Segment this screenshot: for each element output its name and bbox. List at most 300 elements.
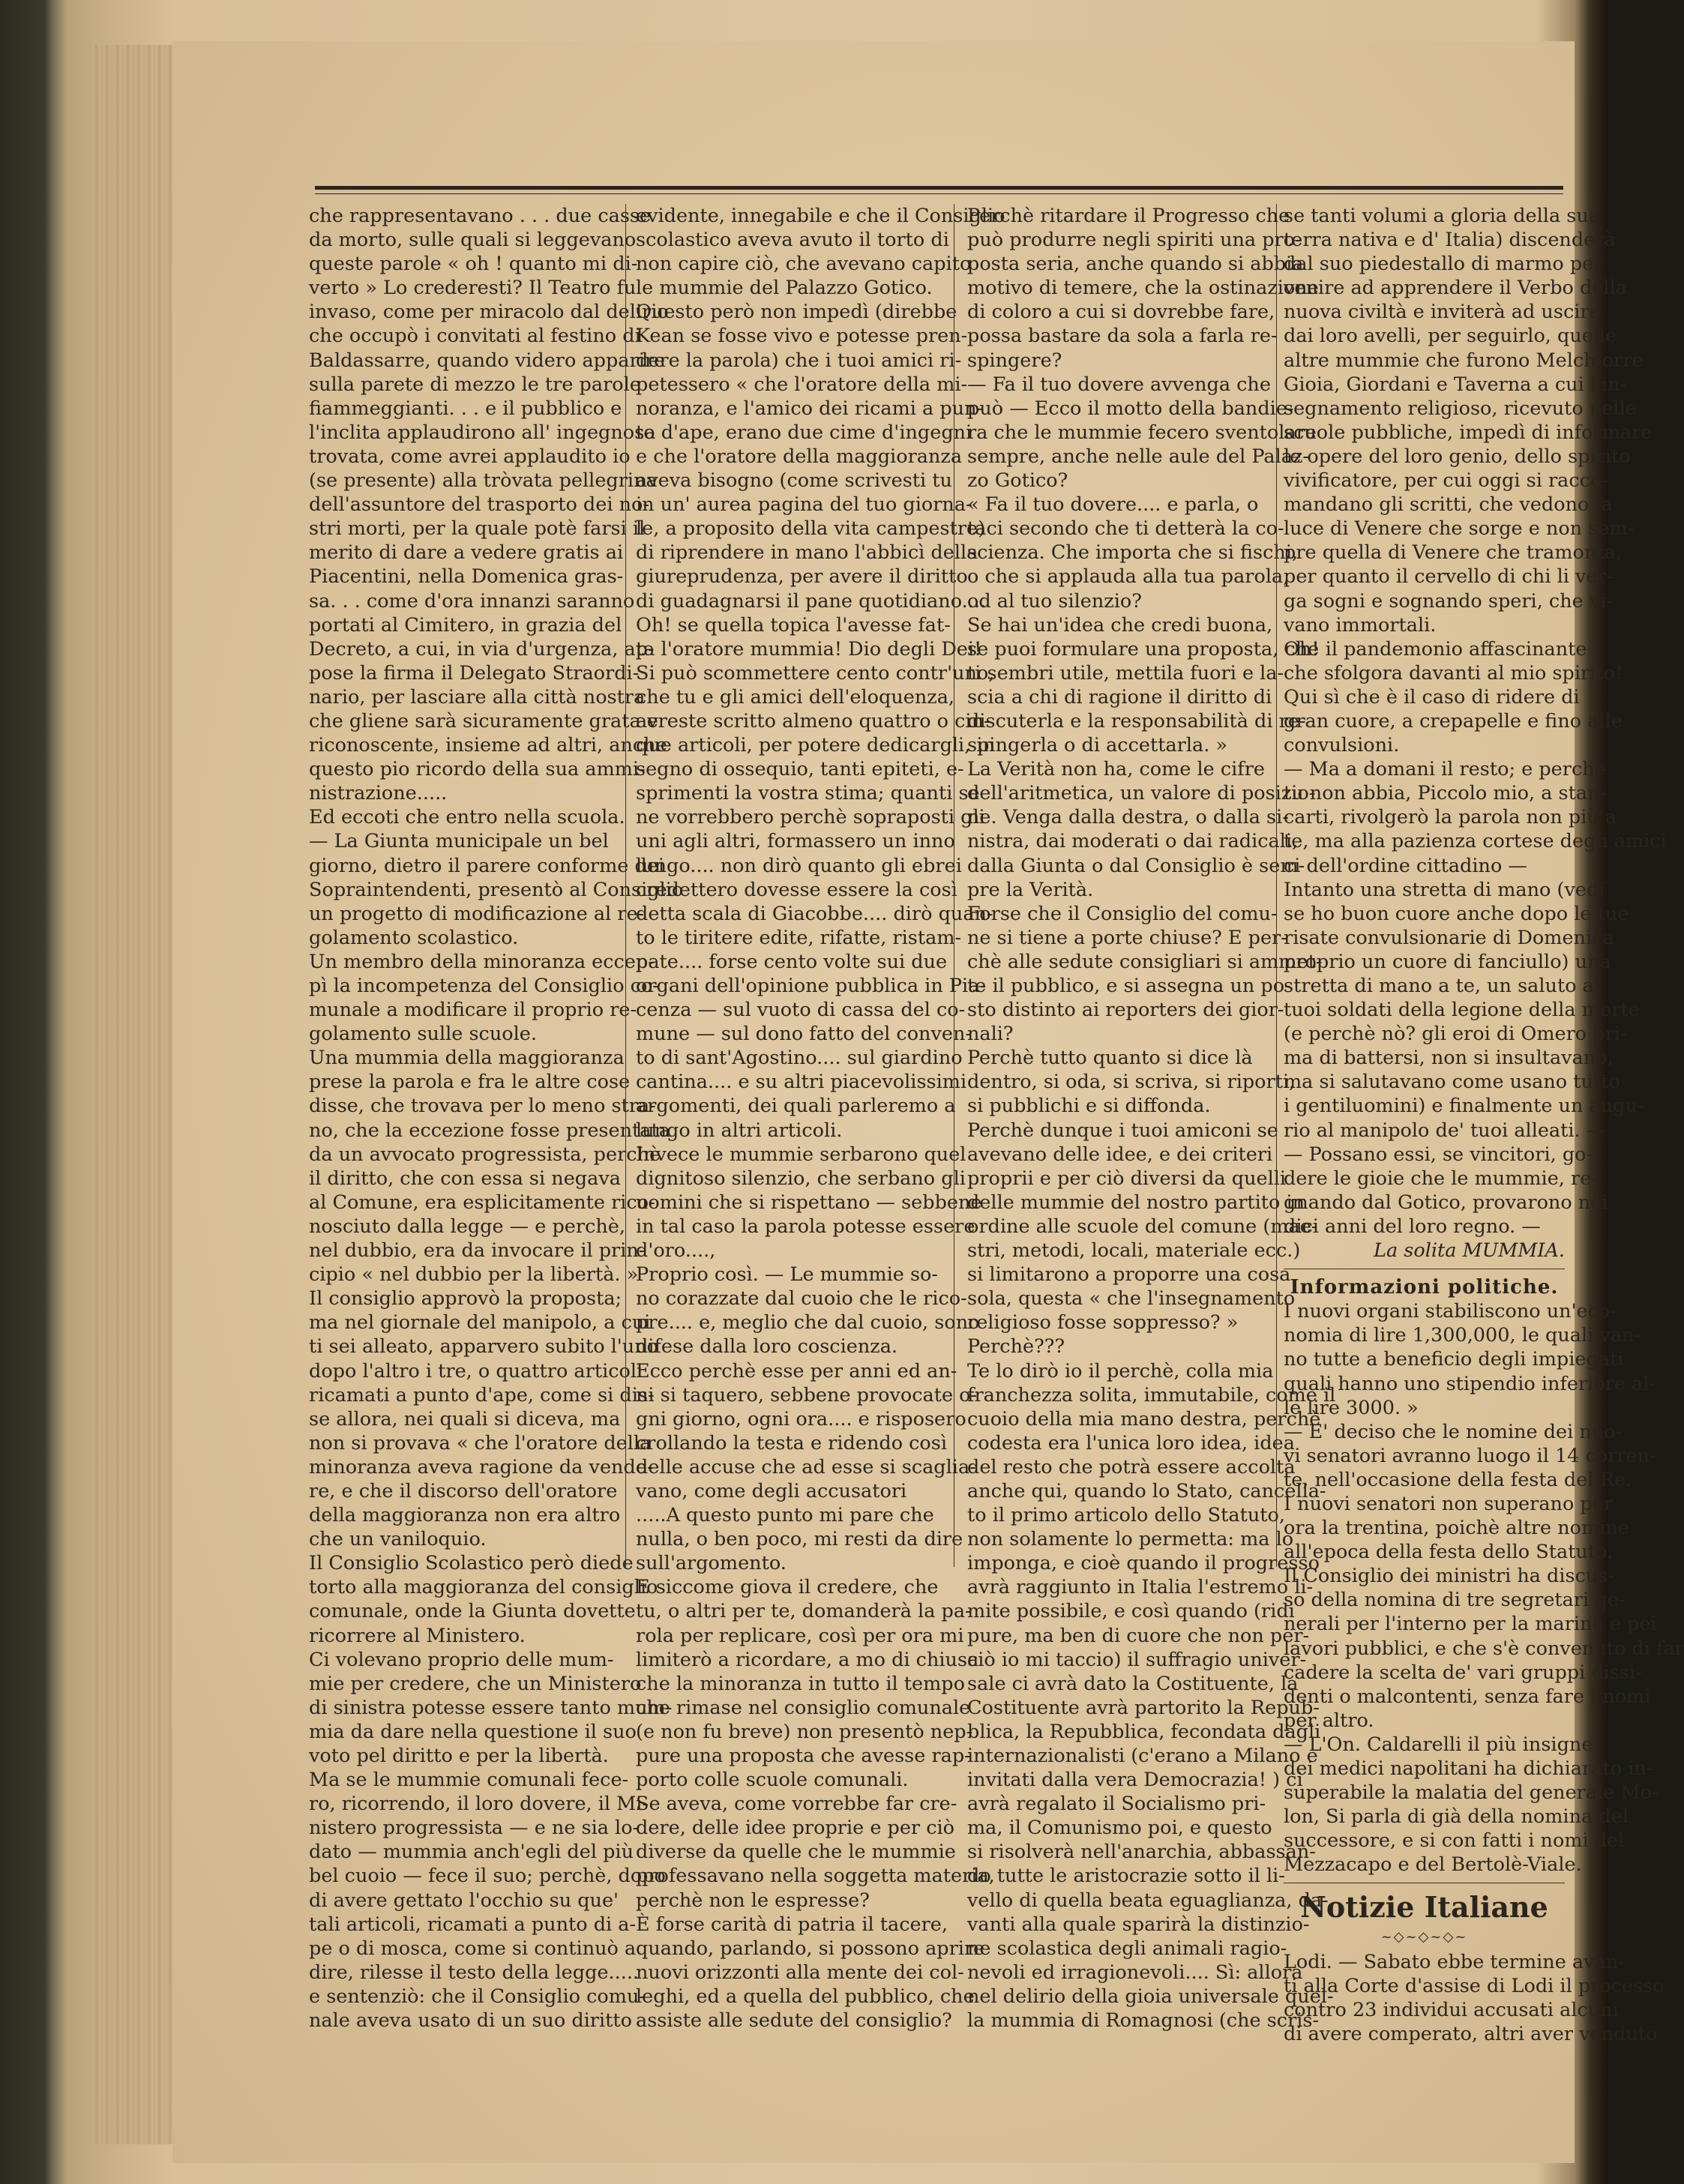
text-line: imponga, e cioè quando il progresso bbox=[967, 1552, 1320, 1575]
text-line: le opere del loro genio, dello spirito bbox=[1284, 445, 1631, 468]
text-line: crollando la testa e ridendo così bbox=[636, 1431, 948, 1455]
text-line: nistero progressista — e ne sia lo- bbox=[309, 1817, 640, 1840]
text-line: spingere? bbox=[967, 349, 1062, 372]
text-line: pre la Verità. bbox=[967, 878, 1094, 901]
text-line: Il Consiglio dei ministri ha discus- bbox=[1284, 1565, 1615, 1588]
text-line: ci dell'ordine cittadino — bbox=[1284, 854, 1527, 877]
text-line: pure, ma ben di cuore che non per- bbox=[967, 1624, 1310, 1647]
text-line: cadere la scelta de' vari gruppi dissi- bbox=[1284, 1661, 1642, 1684]
text-line: da un avvocato progressista, perchè bbox=[309, 1143, 661, 1166]
text-line: vi senatori avranno luogo il 14 corren- bbox=[1284, 1444, 1656, 1467]
text-line: evidente, innegabile e che il Consiglio bbox=[636, 205, 1005, 227]
text-line: — L'On. Caldarelli il più insigne bbox=[1284, 1733, 1593, 1756]
text-line: ni si taquero, sebbene provocate o- bbox=[636, 1383, 978, 1407]
text-line: si limitarono a proporre una cosa bbox=[967, 1263, 1291, 1287]
text-line: quali hanno uno stipendio inferiore al- bbox=[1284, 1372, 1656, 1395]
text-line: te, ma alla pazienza cortese degli amici bbox=[1284, 830, 1667, 853]
text-line: ti sembri utile, mettila fuori e la- bbox=[967, 661, 1284, 685]
text-line: segnamento religioso, ricevuto nelle bbox=[1284, 397, 1637, 420]
text-line: Perchè dunque i tuoi amiconi se bbox=[967, 1119, 1278, 1142]
text-line: della maggioranza non era altro bbox=[309, 1504, 621, 1527]
text-line: Ci volevano proprio delle mum- bbox=[309, 1648, 614, 1671]
text-line: ne si tiene a porte chiuse? E per- bbox=[967, 926, 1287, 949]
text-line: E siccome giova il credere, che bbox=[636, 1576, 939, 1599]
text-line: I nuovi senatori non superano per bbox=[1284, 1492, 1614, 1515]
text-line: sto distinto ai reporters dei gior- bbox=[967, 999, 1284, 1022]
text-line: voto pel diritto e per la libertà. bbox=[309, 1745, 609, 1767]
text-line: che occupò i convitati al festino di bbox=[309, 325, 641, 348]
text-line: — Ma a domani il resto; e perchè bbox=[1284, 758, 1606, 781]
text-line: non solamente lo permetta: ma lo bbox=[967, 1528, 1294, 1551]
text-line: merito di dare a vedere gratis ai bbox=[309, 541, 624, 565]
text-line: sempre, anche nelle aule del Palaz- bbox=[967, 445, 1309, 468]
text-line: to le tiritere edite, rifatte, ristam- bbox=[636, 926, 962, 949]
text-line: torto alla maggioranza del consiglio bbox=[309, 1576, 658, 1599]
column-4-article bbox=[1284, 204, 1667, 1239]
text-line: Questo però non impedì (direbbe bbox=[636, 301, 957, 324]
text-line: sprimenti la vostra stima; quanti se bbox=[636, 782, 980, 805]
text-line: sull'argomento. bbox=[636, 1552, 787, 1575]
text-line: avreste scritto almeno quattro o cin- bbox=[636, 709, 990, 732]
text-line: to di sant'Agostino.... sul giardino bbox=[636, 1047, 963, 1070]
text-line: d'oro...., bbox=[636, 1239, 716, 1263]
text-line: cenza — sul vuoto di cassa del co- bbox=[636, 999, 966, 1022]
text-line: professavano nella soggetta materia, bbox=[636, 1865, 995, 1888]
text-line: Decreto, a cui, in via d'urgenza, ap- bbox=[309, 637, 655, 661]
text-line: denti o malcontenti, senza fare i nomi bbox=[1284, 1685, 1651, 1708]
text-line: stri morti, per la quale potè farsi il bbox=[309, 517, 646, 541]
text-line: del resto che potrà essere accolta bbox=[967, 1455, 1296, 1478]
text-line: religioso fosse soppresso? » bbox=[967, 1311, 1239, 1335]
text-line: anche qui, quando lo Stato, cancella- bbox=[967, 1479, 1326, 1502]
text-line: discuterla e la responsabilità di re- bbox=[967, 709, 1306, 732]
text-line: no, che la eccezione fosse presentata bbox=[309, 1119, 670, 1142]
text-line: nosciuto dalla legge — e perchè, bbox=[309, 1215, 625, 1238]
text-line: nistra, dai moderati o dai radicali, bbox=[967, 830, 1299, 853]
text-line: Una mummia della maggioranza bbox=[309, 1047, 625, 1070]
text-line: la mummia di Romagnosi (che scris- bbox=[967, 2009, 1320, 2033]
text-line: ne. Venga dalla destra, o dalla si- bbox=[967, 806, 1289, 829]
text-line: prese la parola e fra le altre cose bbox=[309, 1071, 631, 1094]
text-line: dignitoso silenzio, che serbano gli bbox=[636, 1167, 966, 1190]
text-line: non si provava « che l'oratore della bbox=[309, 1431, 652, 1455]
text-line: e sentenziò: che il Consiglio comu- bbox=[309, 1985, 646, 2008]
heading-ornament: ~◇~◇~◇~ bbox=[1380, 1929, 1468, 1946]
text-line: motivo di temere, che la ostinazione bbox=[967, 277, 1319, 300]
text-line: Oh! il pandemonio affascinante bbox=[1284, 637, 1587, 661]
text-line: se puoi formulare una proposta, che bbox=[967, 637, 1320, 661]
text-line: .....A questo punto mi pare che bbox=[636, 1504, 934, 1527]
text-line: nerali per l'interno per la marina e pei bbox=[1284, 1613, 1657, 1636]
text-line: di avere comperato, altri aver venduto bbox=[1284, 2022, 1658, 2045]
text-line: scuole pubbliche, impedì di informare bbox=[1284, 421, 1653, 444]
text-line: organi dell'opinione pubblica in Pia- bbox=[636, 975, 986, 997]
text-line: que articoli, per potere dedicargli, in bbox=[636, 734, 995, 757]
text-line: nevoli ed irragionevoli.... Sì: allora bbox=[967, 1961, 1303, 1984]
text-line: pre quella di Venere che tramonta, bbox=[1284, 541, 1622, 565]
text-line: — Fa il tuo dovere avvenga che bbox=[967, 373, 1271, 396]
column-2 bbox=[636, 204, 1005, 2033]
text-line: sulla parete di mezzo le tre parole bbox=[309, 373, 641, 396]
text-line: possa bastare da sola a farla re- bbox=[967, 325, 1278, 348]
text-line: dai loro avelli, per seguirlo, quelle bbox=[1284, 325, 1617, 348]
text-line: ti sei alleato, apparvero subito l'uno bbox=[309, 1335, 659, 1359]
text-line: te il pubblico, e si assegna un po- bbox=[967, 975, 1291, 997]
text-line: so della nomina di tre segretari ge- bbox=[1284, 1589, 1626, 1612]
text-line: di coloro a cui si dovrebbe fare, bbox=[967, 301, 1275, 324]
text-line: ricamati a punto d'ape, come si dis- bbox=[309, 1383, 655, 1407]
text-line: golamento scolastico. bbox=[309, 926, 519, 949]
text-line: invaso, come per miracolo dal delirio bbox=[309, 301, 669, 324]
text-line: che sfolgora davanti al mio spirito! bbox=[1284, 661, 1623, 685]
text-line: no tutte a beneficio degli impiegati bbox=[1284, 1348, 1624, 1371]
text-line: Forse che il Consiglio del comu- bbox=[967, 902, 1278, 925]
text-line: Ed eccoti che entro nella scuola. bbox=[309, 806, 625, 829]
text-line: proprii e per ciò diversi da quelli bbox=[967, 1167, 1287, 1190]
text-line: verto » Lo crederesti? Il Teatro fu bbox=[309, 277, 637, 300]
text-line: Se hai un'idea che credi buona, bbox=[967, 613, 1273, 637]
text-line: La Verità non ha, come le cifre bbox=[967, 758, 1265, 781]
text-line: di sinistra potesse essere tanto mum- bbox=[309, 1696, 673, 1719]
text-line: invitati dalla vera Democrazia! ) ci bbox=[967, 1769, 1303, 1792]
page-edges bbox=[90, 45, 172, 2144]
text-line: si pubblichi e si diffonda. bbox=[967, 1095, 1211, 1118]
text-line: o che si applauda alla tua parola, bbox=[967, 565, 1290, 589]
text-line: queste parole « oh ! quanto mi di- bbox=[309, 253, 638, 276]
text-line: terra nativa e d' Italia) discenderà bbox=[1284, 229, 1616, 252]
text-line: che rappresentavano . . . due casse bbox=[309, 205, 652, 227]
text-line: blica, la Repubblica, fecondata dagli bbox=[967, 1720, 1321, 1743]
text-line: scolastico aveva avuto il torto di bbox=[636, 229, 949, 252]
column-rule-3 bbox=[1276, 204, 1277, 1567]
politics-heading: Informazioni politiche. bbox=[1290, 1276, 1559, 1299]
text-line: Perchè ritardare il Progresso che bbox=[967, 205, 1290, 227]
column-4 bbox=[1284, 204, 1684, 2046]
text-line: se allora, nei quali si diceva, ma bbox=[309, 1407, 621, 1431]
text-line: si risolverà nell'anarchia, abbassan- bbox=[967, 1841, 1316, 1864]
text-line: comunale, onde la Giunta dovette bbox=[309, 1600, 636, 1623]
text-line: risate convulsionarie di Domenica bbox=[1284, 926, 1614, 949]
text-line: petessero « che l'oratore della mi- bbox=[636, 373, 968, 396]
text-line: delle mummie del nostro partito in bbox=[967, 1191, 1305, 1214]
text-line: che gliene sarà sicuramente grata e bbox=[309, 709, 658, 732]
italiane-heading: Notizie Italiane bbox=[1300, 1890, 1548, 1925]
text-line: luce di Venere che sorge e non sem- bbox=[1284, 517, 1635, 541]
text-line: il diritto, che con essa si negava bbox=[309, 1167, 621, 1190]
text-line: limiterò a ricordare, a mo di chiusa bbox=[636, 1648, 979, 1671]
text-line: Si può scommettere cento contr'uno, bbox=[636, 661, 995, 685]
text-line: pre.... e, meglio che dal cuoio, sono bbox=[636, 1311, 980, 1335]
text-line: rio al manipolo de' tuoi alleati. — bbox=[1284, 1119, 1606, 1142]
text-line: spingerla o di accettarla. » bbox=[967, 734, 1228, 757]
text-line: cuoio della mia mano destra, perchè bbox=[967, 1407, 1321, 1431]
text-line: di riprendere in mano l'abbicì della bbox=[636, 541, 978, 565]
text-line: Sopraintendenti, presentò al Consiglio bbox=[309, 878, 684, 901]
text-line: al Comune, era esplicitamente rico- bbox=[309, 1191, 655, 1214]
text-line: vano immortali. bbox=[1284, 613, 1437, 637]
text-line: e che l'oratore della maggioranza bbox=[636, 445, 963, 468]
text-line: nuova civiltà e inviterà ad uscire bbox=[1284, 301, 1601, 324]
text-line: questo pio ricordo della sua ammi- bbox=[309, 758, 646, 781]
text-line: cantina.... e su altri piacevolissimi bbox=[636, 1071, 967, 1094]
text-line: — E' deciso che le nomine dei nuo- bbox=[1284, 1420, 1623, 1443]
text-line: dere le gioie che le mummie, re- bbox=[1284, 1167, 1598, 1190]
text-line: difese dalla loro coscienza. bbox=[636, 1335, 898, 1359]
text-line: tu, o altri per te, domanderà la pa- bbox=[636, 1600, 972, 1623]
text-line: Il consiglio approvò la proposta; bbox=[309, 1287, 622, 1311]
text-line: uni agli altri, formassero un inno bbox=[636, 830, 955, 853]
text-line: ora la trentina, poichè altre nomine bbox=[1284, 1517, 1629, 1540]
text-line: dire, rilesse il testo della legge..... bbox=[309, 1961, 640, 1984]
text-line: chè alle sedute consigliari si ammet- bbox=[967, 950, 1323, 973]
text-line: nuovi orizzonti alla mente dei col- bbox=[636, 1961, 964, 1984]
text-line: dal suo piedestallo di marmo per bbox=[1284, 253, 1603, 276]
text-line: Piacentini, nella Domenica gras- bbox=[309, 565, 624, 589]
signature: La solita MUMMIA. bbox=[1374, 1239, 1565, 1263]
text-line: che un vaniloquio. bbox=[309, 1528, 487, 1551]
text-line: minoranza aveva ragione da vende- bbox=[309, 1455, 654, 1478]
text-line: per altro. bbox=[1284, 1709, 1374, 1732]
text-line: stri, metodi, locali, materiale ecc.) bbox=[967, 1239, 1301, 1263]
text-line: assiste alle sedute del consiglio? bbox=[636, 2009, 952, 2033]
text-line: Qui sì che è il caso di ridere di bbox=[1284, 685, 1580, 709]
text-line: — Possano essi, se vincitori, go- bbox=[1284, 1143, 1593, 1166]
text-line: to il primo articolo dello Statuto, bbox=[967, 1504, 1285, 1527]
text-line: I nuovi organi stabiliscono un'eco- bbox=[1284, 1300, 1617, 1323]
text-line: gnando dal Gotico, provarono nei bbox=[1284, 1191, 1608, 1214]
text-line: tali articoli, ricamati a punto di a- bbox=[309, 1913, 637, 1936]
text-line: Un membro della minoranza eccep- bbox=[309, 950, 655, 973]
text-line: che tu e gli amici dell'eloquenza, bbox=[636, 685, 955, 709]
text-line: vivificatore, per cui oggi si racco- bbox=[1284, 469, 1608, 493]
text-line: uomini che si rispettano — sebbene bbox=[636, 1191, 982, 1214]
text-line: proprio un cuore di fanciullo) una bbox=[1284, 950, 1611, 973]
text-line: Ma se le mummie comunali fece- bbox=[309, 1769, 629, 1792]
text-line: Te lo dirò io il perchè, colla mia bbox=[967, 1359, 1274, 1383]
text-line: convulsioni. bbox=[1284, 734, 1400, 757]
text-line: le lire 3000. » bbox=[1284, 1396, 1419, 1419]
text-line: Lodi. — Sabato ebbe termine avan- bbox=[1284, 1950, 1625, 1973]
text-line: all'epoca della festa dello Statuto. bbox=[1284, 1541, 1614, 1564]
text-line: Kean se fosse vivo e potesse pren- bbox=[636, 325, 968, 348]
text-line: te, nell'occasione della festa del Re. bbox=[1284, 1468, 1632, 1491]
text-line: to d'ape, erano due cime d'ingegni bbox=[636, 421, 972, 444]
text-line: giureprudenza, per avere il diritto bbox=[636, 565, 968, 589]
text-line: un progetto di modificazione al re- bbox=[309, 902, 645, 925]
text-line: ricorrere al Ministero. bbox=[309, 1624, 526, 1647]
text-line: cipio « nel dubbio per la libertà. » bbox=[309, 1263, 639, 1287]
text-line: sale ci avrà dato la Costituente, la bbox=[967, 1672, 1299, 1695]
text-line: gran cuore, a crepapelle e fino alle bbox=[1284, 709, 1623, 732]
text-line: — La Giunta municipale un bel bbox=[309, 830, 609, 853]
text-line: contro 23 individui accusati alcuni bbox=[1284, 1998, 1619, 2021]
text-line: riconoscente, insieme ad altri, anche bbox=[309, 734, 667, 757]
text-line: se tanti volumi a gloria della sua bbox=[1284, 205, 1600, 227]
text-line: ra che le mummie fecero sventolare bbox=[967, 421, 1317, 444]
text-line: munale a modificare il proprio re- bbox=[309, 999, 637, 1022]
text-line: le, a proposito della vita campestre) bbox=[636, 517, 986, 541]
text-line: vello di quella beata eguaglianza, da- bbox=[967, 1889, 1329, 1912]
text-line: se ho buon cuore anche dopo le tue bbox=[1284, 902, 1629, 925]
text-line: che la minoranza in tutto il tempo bbox=[636, 1672, 965, 1695]
text-line: in tal caso la parola potesse essere bbox=[636, 1215, 975, 1238]
text-line: ne vorrebbero perchè sopraposti gli bbox=[636, 806, 985, 829]
text-line: Se aveva, come vorrebbe far cre- bbox=[636, 1793, 957, 1816]
text-line: Oh! se quella topica l'avesse fat- bbox=[636, 613, 951, 637]
text-line: dentro, si oda, si scriva, si riporti, bbox=[967, 1071, 1296, 1094]
text-line: dell'aritmetica, un valore di posizio- bbox=[967, 782, 1316, 805]
top-rule-thin bbox=[315, 193, 1563, 194]
text-line: È forse carità di patria il tacere, bbox=[636, 1913, 948, 1936]
text-line: pate.... forse cento volte sui due bbox=[636, 950, 948, 973]
text-line: dere, delle idee proprie e per ciò bbox=[636, 1817, 955, 1840]
text-line: pose la firma il Delegato Straordi- bbox=[309, 661, 640, 685]
text-line: ga sogni e sognando speri, che vi- bbox=[1284, 589, 1614, 613]
text-line: do tutte le aristocrazie sotto il li- bbox=[967, 1865, 1285, 1888]
text-line: lavori pubblici, e che s'è convenuto di far bbox=[1284, 1637, 1684, 1660]
politics-section bbox=[1284, 1299, 1684, 1877]
text-line: (e perchè nò? gli eroi di Omero pri- bbox=[1284, 1023, 1627, 1046]
text-line: non capire ciò, che avevano capito bbox=[636, 253, 972, 276]
text-line: Perchè tutto quanto si dice là bbox=[967, 1047, 1253, 1070]
text-line: ordine alle scuole del comune (mae- bbox=[967, 1215, 1318, 1238]
text-line: dell'assuntore del trasporto dei no- bbox=[309, 493, 649, 517]
text-line: nario, per lasciare alla città nostra bbox=[309, 685, 646, 709]
text-line: carti, rivolgerò la parola non più a bbox=[1284, 806, 1617, 829]
text-line: dato — mummia anch'egli del più bbox=[309, 1841, 634, 1864]
text-line: ro, ricorrendo, il loro dovere, il Mi- bbox=[309, 1793, 649, 1816]
text-line: Intanto una stretta di mano (vedi bbox=[1284, 878, 1605, 901]
text-line: disse, che trovava per lo meno stra- bbox=[309, 1095, 656, 1118]
text-line: avrà regalato il Socialismo pri- bbox=[967, 1793, 1266, 1816]
text-line: ta l'oratore mummia! Dio degli Dei! bbox=[636, 637, 982, 661]
text-line: Invece le mummie serbarono quel bbox=[636, 1143, 966, 1166]
text-line: di avere gettato l'occhio su que' bbox=[309, 1889, 619, 1912]
text-line: vano, come degli accusatori bbox=[636, 1479, 907, 1502]
text-line: le mummie del Palazzo Gotico. bbox=[636, 277, 933, 300]
text-line: mite possibile, e così quando (ridi bbox=[967, 1600, 1295, 1623]
text-line: ma, il Comunismo poi, e questo bbox=[967, 1817, 1272, 1840]
text-line: ma si salutavano come usano tutto bbox=[1284, 1071, 1620, 1094]
text-line: mandano gli scritti, che vedono la bbox=[1284, 493, 1613, 517]
text-line: tuoi soldati della legione della morte bbox=[1284, 999, 1640, 1022]
text-line: lon, Si parla di già della nomina del bbox=[1284, 1805, 1629, 1829]
text-line: sola, questa « che l'insegnamento bbox=[967, 1287, 1296, 1311]
text-line: codesta era l'unica loro idea, idea bbox=[967, 1431, 1295, 1455]
text-line: (e non fu breve) non presentò nep- bbox=[636, 1720, 973, 1743]
text-line: nale aveva usato di un suo diritto bbox=[309, 2009, 632, 2033]
text-line: Gioia, Giordani e Taverna a cui l'in- bbox=[1284, 373, 1627, 396]
text-line: lungo.... non dirò quanto gli ebrei bbox=[636, 854, 962, 877]
text-line: in un' aurea pagina del tuo giorna- bbox=[636, 493, 972, 517]
text-line: Il Consiglio Scolastico però diede bbox=[309, 1552, 634, 1575]
text-line: diverse da quelle che le mummie bbox=[636, 1841, 956, 1864]
text-line: posta seria, anche quando si abbia bbox=[967, 253, 1304, 276]
text-line: altre mummie che furono Melchiorre bbox=[1284, 349, 1644, 372]
text-line: ma di battersi, non si insultavano, bbox=[1284, 1047, 1614, 1070]
text-line: credettero dovesse essere la così bbox=[636, 878, 957, 901]
text-line: dici anni del loro regno. — bbox=[1284, 1215, 1541, 1238]
text-line: perchè non le espresse? bbox=[636, 1889, 870, 1912]
text-line: può produrre negli spiriti una pro- bbox=[967, 229, 1302, 252]
text-line: (se presente) alla tròvata pellegrina bbox=[309, 469, 658, 493]
text-line: pì la incompetenza del Consiglio co- bbox=[309, 975, 659, 997]
text-line: giorno, dietro il parere conforme dei bbox=[309, 854, 665, 877]
italiane-section bbox=[1284, 1950, 1665, 2046]
text-line: Mezzacapo e del Bertolè-Viale. bbox=[1284, 1853, 1582, 1877]
text-line: dei medici napolitani ha dichiarato in- bbox=[1284, 1757, 1653, 1780]
text-line: nistrazione..... bbox=[309, 782, 448, 805]
text-line: per quanto il cervello di chi li ver- bbox=[1284, 565, 1614, 589]
text-line: fiammeggianti. . . e il pubblico e bbox=[309, 397, 622, 420]
text-line: Ecco perchè esse per anni ed an- bbox=[636, 1359, 957, 1383]
text-line: mune — sul dono fatto del conven- bbox=[636, 1023, 972, 1046]
text-line: gni giorno, ogni ora.... e risposero bbox=[636, 1407, 966, 1431]
text-line: da morto, sulle quali si leggevano bbox=[309, 229, 637, 252]
text-line: franchezza solita, immutabile, come il bbox=[967, 1383, 1336, 1407]
text-line: Perchè??? bbox=[967, 1335, 1065, 1359]
text-line: dalla Giunta o dal Consiglio è sem- bbox=[967, 854, 1305, 877]
text-line: pure una proposta che avesse rap- bbox=[636, 1745, 971, 1767]
text-line: golamento sulle scuole. bbox=[309, 1023, 537, 1046]
text-line: nomia di lire 1,300,000, le quali van- bbox=[1284, 1324, 1641, 1347]
column-rule-1 bbox=[625, 204, 626, 1567]
text-line: di guadagnarsi il pane quotidiano.... bbox=[636, 589, 987, 613]
text-line: stretta di mano a te, un saluto ai bbox=[1284, 975, 1601, 997]
text-line: l'inclita applaudirono all' ingegnosa bbox=[309, 421, 656, 444]
text-line: successore, e si con fatti i nomi del bbox=[1284, 1829, 1625, 1853]
text-line: avrà raggiunto in Italia l'estremo li- bbox=[967, 1576, 1314, 1599]
text-line: tu non abbia, Piccolo mio, a stan- bbox=[1284, 782, 1607, 805]
text-line: no corazzate dal cuoio che le rico- bbox=[636, 1287, 967, 1311]
text-line: vanti alla quale sparirà la distinzio- bbox=[967, 1913, 1310, 1936]
text-line: che rimase nel consiglio comunale bbox=[636, 1696, 971, 1719]
text-line: leghi, ed a quella del pubblico, che bbox=[636, 1985, 975, 2008]
text-line: avevano delle idee, e dei criteri bbox=[967, 1143, 1273, 1166]
top-rule bbox=[315, 186, 1563, 190]
text-line: i gentiluomini) e finalmente un augu- bbox=[1284, 1095, 1644, 1118]
text-line: delle accuse che ad esse si scaglia- bbox=[636, 1455, 976, 1478]
text-line: nulla, o ben poco, mi resti da dire bbox=[636, 1528, 963, 1551]
text-line: porto colle scuole comunali. bbox=[636, 1769, 909, 1792]
text-line: taci secondo che ti detterà la co- bbox=[967, 517, 1284, 541]
text-line: detta scala di Giacobbe.... dirò quan- bbox=[636, 902, 993, 925]
text-line: re, e che il discorso dell'oratore bbox=[309, 1479, 618, 1502]
text-line: zo Gotico? bbox=[967, 469, 1068, 493]
text-line: scia a chi di ragione il diritto di bbox=[967, 685, 1272, 709]
text-line: scienza. Che importa che si fischi, bbox=[967, 541, 1299, 565]
text-line: sa. . . come d'ora innanzi saranno bbox=[309, 589, 635, 613]
text-line: dopo l'altro i tre, o quattro articoli bbox=[309, 1359, 643, 1383]
text-line: portati al Cimitero, in grazia del bbox=[309, 613, 622, 637]
text-line: od al tuo silenzio? bbox=[967, 589, 1142, 613]
text-line: dere la parola) che i tuoi amici ri- bbox=[636, 349, 962, 372]
text-line: nali? bbox=[967, 1023, 1014, 1046]
text-line: segno di ossequio, tanti epiteti, e- bbox=[636, 758, 964, 781]
text-line: ti alla Corte d'assise di Lodi il processo bbox=[1284, 1974, 1665, 1997]
text-line: rola per replicare, così per ora mi bbox=[636, 1624, 964, 1647]
text-line: noranza, e l'amico dei ricami a pun- bbox=[636, 397, 984, 420]
text-line: può — Ecco il motto della bandie- bbox=[967, 397, 1294, 420]
text-line: ma nel giornale del manipolo, a cui bbox=[309, 1311, 651, 1335]
text-line: argomenti, dei quali parleremo a bbox=[636, 1095, 956, 1118]
text-line: Proprio così. — Le mummie so- bbox=[636, 1263, 939, 1287]
text-line: venire ad apprendere il Verbo della bbox=[1284, 277, 1627, 300]
text-line: superabile la malatia del generale Mo- bbox=[1284, 1781, 1659, 1805]
text-line: internazionalisti (c'erano a Milano e bbox=[967, 1745, 1318, 1767]
text-line: mie per credere, che un Ministero bbox=[309, 1672, 642, 1695]
text-line: aveva bisogno (come scrivesti tu bbox=[636, 469, 952, 493]
